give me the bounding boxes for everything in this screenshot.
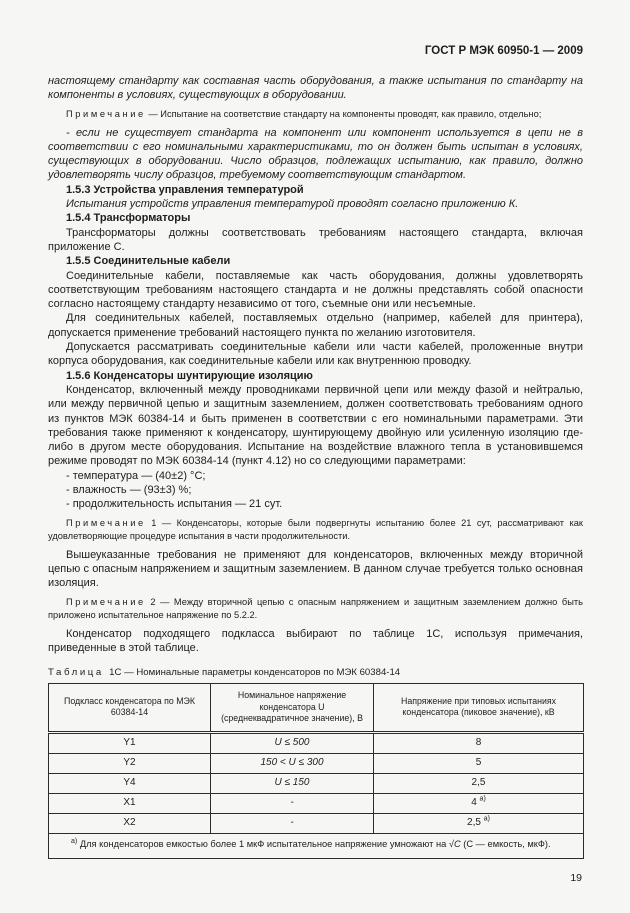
list-item-duration: - продолжительность испытания — 21 сут. — [66, 498, 283, 511]
section-heading-1-5-5: 1.5.5 Соединительные кабели — [66, 255, 231, 268]
paragraph-1-5-3: Испытания устройств управления температурой проводят согласно приложению К. — [66, 198, 519, 211]
cell-test-voltage — [374, 813, 584, 833]
test-voltage-value: 2,5 — [471, 776, 486, 788]
list-item-humidity: - влажность — (93±3) %; — [66, 484, 192, 497]
cell-rated-voltage: - — [211, 793, 374, 813]
cell-test-voltage — [374, 793, 584, 813]
table-row — [49, 793, 584, 813]
cell-rated-voltage: U ≤ 500 — [211, 732, 374, 753]
paragraph-secondary-circuit: Вышеуказанные требования не применяют для конденсаторов, включенных между вторичной цепью с опасным напряжением и защитным заземлением. В данном случае требуется только основная изоляция. — [48, 548, 583, 590]
cell-test-voltage — [374, 773, 584, 793]
table-row — [49, 773, 584, 793]
cell-test-voltage — [374, 732, 584, 753]
note-number: 1 — [151, 517, 157, 528]
test-voltage-value: 8 — [475, 736, 482, 748]
paragraph-1-5-5-b: Для соединительных кабелей, поставляемых отдельно (например, кабелей для принтера), допускается применение требований настоящего пункта по желанию изготовителя. — [48, 312, 583, 339]
table-row — [49, 753, 584, 773]
table-header-row — [49, 684, 584, 733]
paragraph-component-condition: - если не существует стандарта на компонент или компонент используется в цепи не в соответствии с его номинальными характеристиками, то он должен быть испытан в условиях, существующих в оборудовании. Число образцов, подлежащих испытанию, как правило, должно удовлетворять числу образцов, требуемому соответствующим стандартом. — [48, 126, 583, 182]
test-voltage-value: 2,5 — [467, 816, 484, 828]
paragraph-1-5-5-c: Допускается рассматривать соединительные кабели или части кабелей, проложенные внутри корпуса оборудования, как соединительные кабели или как внутреннюю проводку. — [48, 341, 583, 368]
note-2 — [48, 596, 583, 622]
paragraph-intro-continuation: настоящему стандарту как составная часть оборудования, а также испытания по стандарту на компоненты в условиях, существующих в оборудовании. — [48, 75, 583, 102]
page-content — [48, 44, 583, 884]
paragraph-1-5-6: Конденсатор, включенный между проводниками первичной цепи или между фазой и нейтралью, или между первичной цепью и защитным заземлением, должен соответствовать требованиям одного из пунктов МЭК 60384-14 и быть применен в соответствии с его номинальными параметрами. Эти требования также применяют к конденсатору, шунтирующему двойную или усиленную изоляцию где-либо в другом месте оборудования. Испытание на воздействие влажного тепла в установившемся режиме проводят по МЭК 60384-14 (пункт 4.12) но со следующими параметрами: — [48, 383, 583, 468]
footnote-pre: Для конденсаторов емкостью более 1 мкФ испытательное напряжение умножают на — [79, 838, 447, 849]
column-header-test-voltage: Напряжение при типовых испытаниях конденсатора (пиковое значение), кВ — [374, 684, 584, 733]
table-caption-number: 1С — [109, 667, 122, 679]
section-heading-1-5-3: 1.5.3 Устройства управления температурой — [66, 183, 304, 196]
sqrt-c-formula: √C — [448, 838, 461, 849]
paragraph-subclass-selection: Конденсатор подходящего подкласса выбирают по таблице 1С, используя примечания, приведенные в этой таблице. — [48, 627, 583, 654]
note-components — [48, 108, 583, 121]
running-header: ГОСТ Р МЭК 60950-1 — 2009 — [424, 45, 583, 57]
table-footnote — [49, 833, 584, 858]
table-row — [49, 732, 584, 753]
cell-subclass: Y1 — [49, 732, 211, 753]
test-voltage-value: 4 — [471, 796, 480, 808]
note-label: Примечание — [66, 517, 146, 528]
cell-rated-voltage: - — [211, 813, 374, 833]
cell-test-voltage — [374, 753, 584, 773]
cell-rated-voltage: U ≤ 150 — [211, 773, 374, 793]
note-text: — Между вторичной цепью с опасным напряжением и защитным заземлением должно быть приложено испытательное напряжение по 5.2.2. — [48, 596, 583, 620]
list-item-temperature: - температура — (40±2) °С; — [66, 469, 206, 482]
footnote-ref: а) — [479, 795, 486, 803]
note-text: — Испытание на соответствие стандарту на компоненты проводят, как правило, отдельно; — [148, 108, 542, 119]
table-row — [49, 813, 584, 833]
paragraph-1-5-5-a: Соединительные кабели, поставляемые как часть оборудования, должны удовлетворять соответствующим требованиям настоящего стандарта и не должны представлять собой опасности согласно настоящему стандарту независимо от того, съемные они или несъемные. — [48, 269, 583, 311]
footnote-ref: а) — [483, 815, 490, 823]
note-number: 2 — [150, 596, 156, 607]
cell-rated-voltage: 150 < U ≤ 300 — [211, 753, 374, 773]
footnote-post: (С — емкость, мкФ). — [463, 838, 551, 849]
note-1 — [48, 517, 583, 543]
column-header-rated-voltage: Номинальное напряжение конденсатора U (среднеквадратичное значение), В — [211, 684, 374, 733]
table-caption-label: Таблица — [48, 667, 104, 679]
table-footnote-row — [49, 833, 584, 858]
table-caption-text: — Номинальные параметры конденсаторов по МЭК 60384-14 — [124, 667, 401, 679]
cell-subclass: Y2 — [49, 753, 211, 773]
page-number: 19 — [570, 871, 582, 884]
test-voltage-value: 5 — [475, 756, 482, 768]
footnote-text — [57, 838, 575, 851]
footnote-marker: а) — [71, 837, 78, 845]
section-heading-1-5-6: 1.5.6 Конденсаторы шунтирующие изоляцию — [66, 369, 313, 382]
capacitor-ratings-table — [48, 683, 584, 859]
note-text: — Конденсаторы, которые были подвергнуты испытанию более 21 сут, рассматривают как удовлетворяющие процедуре испытания в части продолжительности. — [48, 517, 583, 541]
section-heading-1-5-4: 1.5.4 Трансформаторы — [66, 212, 191, 225]
note-label: Примечание — [66, 596, 146, 607]
paragraph-1-5-4: Трансформаторы должны соответствовать требованиям настоящего стандарта, включая приложение С. — [48, 226, 583, 253]
column-header-subclass: Подкласс конденсатора по МЭК 60384-14 — [49, 684, 211, 733]
cell-subclass: X2 — [49, 813, 211, 833]
cell-subclass: X1 — [49, 793, 211, 813]
note-label: Примечание — [66, 108, 146, 119]
cell-subclass: Y4 — [49, 773, 211, 793]
table-caption — [48, 666, 583, 679]
